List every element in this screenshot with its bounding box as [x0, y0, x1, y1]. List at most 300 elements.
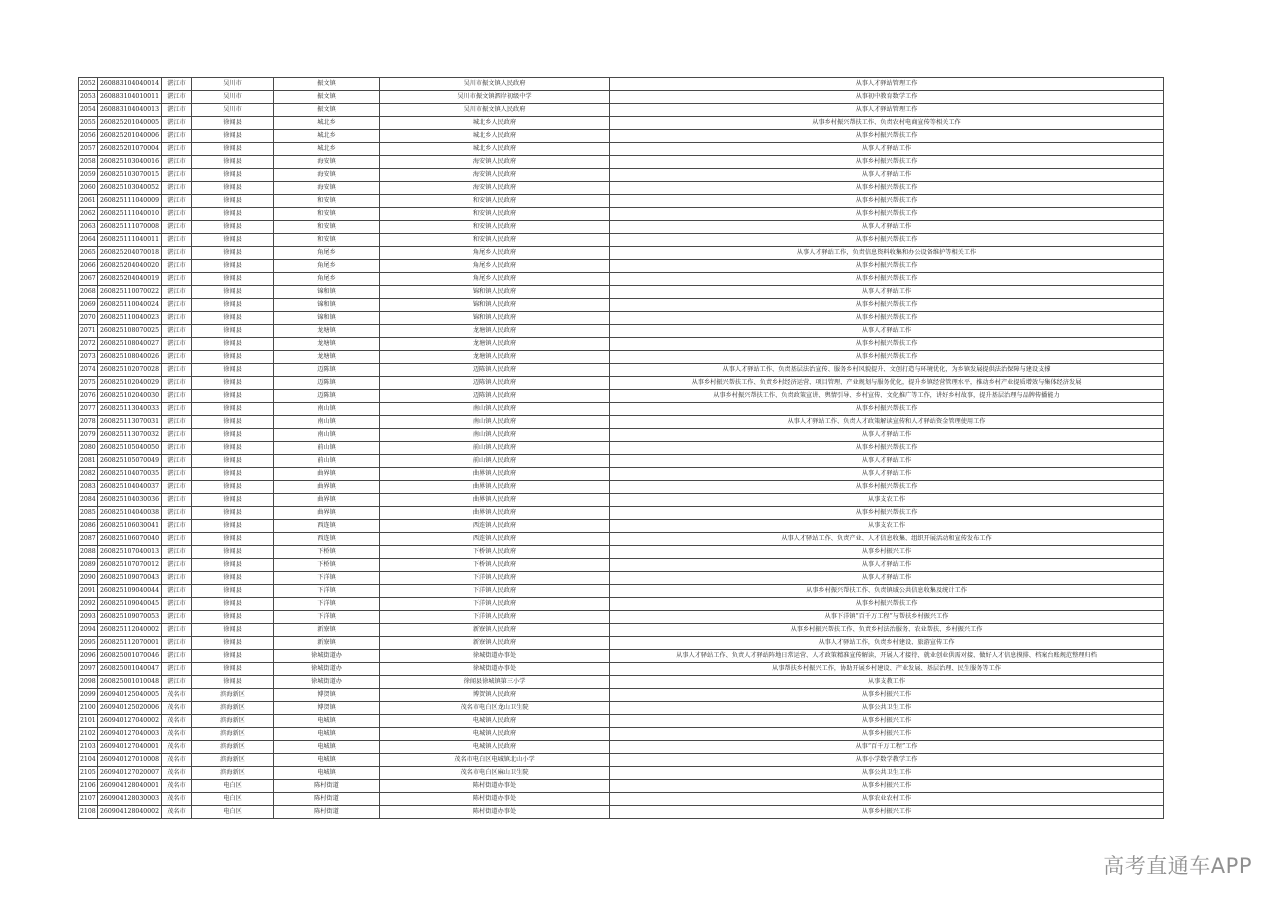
table-row [79, 468, 1164, 481]
position-code-cell: 260825105070049 [98, 455, 162, 468]
county-cell: 徐闻县 [192, 377, 274, 390]
county-cell: 徐闻县 [192, 390, 274, 403]
row-index-cell: 2104 [79, 754, 98, 767]
position-code-cell: 260940127040003 [98, 728, 162, 741]
employer-cell: 吴川市振文镇人民政府 [380, 104, 610, 117]
job-description-cell: 从事乡村振兴帮扶工作、负责乡村经济运营、项目管理、产业规划与服务优化，提升乡镇经营管理水平，推动乡村产业提质增效与集体经济发展 [610, 377, 1164, 390]
table-row [79, 572, 1164, 585]
employer-cell: 城北乡人民政府 [380, 143, 610, 156]
employer-cell: 电城镇人民政府 [380, 728, 610, 741]
employer-cell: 茂名市电白区龙山卫生院 [380, 702, 610, 715]
city-cell: 湛江市 [162, 221, 192, 234]
county-cell: 徐闻县 [192, 221, 274, 234]
table-row [79, 91, 1164, 104]
town-cell: 南山镇 [274, 416, 380, 429]
table-row [79, 728, 1164, 741]
county-cell: 吴川市 [192, 104, 274, 117]
table-row [79, 767, 1164, 780]
employer-cell: 和安镇人民政府 [380, 234, 610, 247]
job-description-cell: 从事“百千万工程”工作 [610, 741, 1164, 754]
town-cell: 下洋镇 [274, 598, 380, 611]
job-description-cell: 从事乡村振兴帮扶工作 [610, 338, 1164, 351]
city-cell: 湛江市 [162, 299, 192, 312]
employer-cell: 陈村街道办事处 [380, 780, 610, 793]
job-description-cell: 从事乡村振兴帮扶工作 [610, 312, 1164, 325]
city-cell: 湛江市 [162, 429, 192, 442]
job-description-cell: 从事支农工作 [610, 520, 1164, 533]
town-cell: 锦和镇 [274, 286, 380, 299]
city-cell: 湛江市 [162, 676, 192, 689]
job-description-cell: 从事人才驿站工作，负责信息资料收集和办公设备维护等相关工作 [610, 247, 1164, 260]
job-description-cell: 从事人才驿站工作 [610, 455, 1164, 468]
position-code-cell: 260825110040024 [98, 299, 162, 312]
city-cell: 湛江市 [162, 624, 192, 637]
table-row [79, 247, 1164, 260]
county-cell: 徐闻县 [192, 325, 274, 338]
job-description-cell: 从事乡村振兴帮扶工作 [610, 598, 1164, 611]
row-index-cell: 2053 [79, 91, 98, 104]
position-code-cell: 260825201070004 [98, 143, 162, 156]
employer-cell: 徐城街道办事处 [380, 650, 610, 663]
town-cell: 锦和镇 [274, 312, 380, 325]
job-description-cell: 从事人才驿站工作 [610, 286, 1164, 299]
employer-cell: 曲界镇人民政府 [380, 481, 610, 494]
county-cell: 滨海新区 [192, 754, 274, 767]
employer-cell: 角尾乡人民政府 [380, 273, 610, 286]
position-code-cell: 260825105040050 [98, 442, 162, 455]
city-cell: 湛江市 [162, 247, 192, 260]
employer-cell: 城北乡人民政府 [380, 130, 610, 143]
city-cell: 湛江市 [162, 169, 192, 182]
job-description-cell: 从事乡村振兴帮扶工作、负责乡村法治服务、农业帮扶、乡村振兴工作 [610, 624, 1164, 637]
employer-cell: 下洋镇人民政府 [380, 585, 610, 598]
county-cell: 徐闻县 [192, 195, 274, 208]
town-cell: 海安镇 [274, 169, 380, 182]
position-code-cell: 260825113070032 [98, 429, 162, 442]
table-row [79, 754, 1164, 767]
city-cell: 湛江市 [162, 611, 192, 624]
city-cell: 湛江市 [162, 338, 192, 351]
table-row [79, 104, 1164, 117]
position-code-cell: 260825104040038 [98, 507, 162, 520]
county-cell: 徐闻县 [192, 403, 274, 416]
town-cell: 角尾乡 [274, 247, 380, 260]
position-code-cell: 260825107040013 [98, 546, 162, 559]
table-row [79, 130, 1164, 143]
employer-cell: 博贺镇人民政府 [380, 689, 610, 702]
city-cell: 茂名市 [162, 741, 192, 754]
position-code-cell: 260825109070053 [98, 611, 162, 624]
table-row [79, 793, 1164, 806]
employer-cell: 迈陈镇人民政府 [380, 364, 610, 377]
employer-cell: 和安镇人民政府 [380, 195, 610, 208]
town-cell: 新寮镇 [274, 637, 380, 650]
table-row [79, 234, 1164, 247]
position-code-cell: 260904128030003 [98, 793, 162, 806]
city-cell: 湛江市 [162, 663, 192, 676]
table-row [79, 741, 1164, 754]
job-description-cell: 从事乡村振兴帮扶工作 [610, 208, 1164, 221]
position-code-cell: 260825111040009 [98, 195, 162, 208]
row-index-cell: 2086 [79, 520, 98, 533]
city-cell: 湛江市 [162, 104, 192, 117]
county-cell: 电白区 [192, 793, 274, 806]
row-index-cell: 2076 [79, 390, 98, 403]
job-description-cell: 从事乡村振兴帮扶工作 [610, 507, 1164, 520]
row-index-cell: 2062 [79, 208, 98, 221]
town-cell: 曲界镇 [274, 481, 380, 494]
row-index-cell: 2057 [79, 143, 98, 156]
row-index-cell: 2089 [79, 559, 98, 572]
county-cell: 电白区 [192, 780, 274, 793]
row-index-cell: 2100 [79, 702, 98, 715]
position-code-cell: 260825109070043 [98, 572, 162, 585]
table-row [79, 299, 1164, 312]
position-code-cell: 260825204040020 [98, 260, 162, 273]
job-description-cell: 从事小学数学教学工作 [610, 754, 1164, 767]
town-cell: 博贺镇 [274, 689, 380, 702]
position-code-cell: 260825113040033 [98, 403, 162, 416]
city-cell: 湛江市 [162, 78, 192, 91]
position-code-cell: 260825102070028 [98, 364, 162, 377]
row-index-cell: 2075 [79, 377, 98, 390]
county-cell: 滨海新区 [192, 702, 274, 715]
row-index-cell: 2060 [79, 182, 98, 195]
row-index-cell: 2108 [79, 806, 98, 819]
city-cell: 湛江市 [162, 208, 192, 221]
table-row [79, 780, 1164, 793]
job-description-cell: 从事人才驿站工作、负责人才政策解读宣传和人才驿站资金管理使用工作 [610, 416, 1164, 429]
row-index-cell: 2105 [79, 767, 98, 780]
table-row [79, 377, 1164, 390]
row-index-cell: 2097 [79, 663, 98, 676]
city-cell: 湛江市 [162, 520, 192, 533]
job-description-cell: 从事乡村振兴工作 [610, 728, 1164, 741]
employer-cell: 吴川市振文镇泗岸初级中学 [380, 91, 610, 104]
town-cell: 徐城街道办 [274, 650, 380, 663]
app-watermark: 高考直通车APP [1103, 854, 1252, 878]
city-cell: 茂名市 [162, 806, 192, 819]
row-index-cell: 2058 [79, 156, 98, 169]
county-cell: 徐闻县 [192, 494, 274, 507]
job-description-cell: 从事乡村振兴帮扶工作 [610, 403, 1164, 416]
town-cell: 迈陈镇 [274, 377, 380, 390]
city-cell: 湛江市 [162, 364, 192, 377]
county-cell: 滨海新区 [192, 689, 274, 702]
job-description-cell: 从事支教工作 [610, 676, 1164, 689]
town-cell: 前山镇 [274, 455, 380, 468]
row-index-cell: 2065 [79, 247, 98, 260]
row-index-cell: 2092 [79, 598, 98, 611]
employer-cell: 海安镇人民政府 [380, 182, 610, 195]
job-description-cell: 从事乡村振兴工作 [610, 715, 1164, 728]
city-cell: 湛江市 [162, 130, 192, 143]
job-description-cell: 从事人才驿站工作，负责乡村建设、旅游宣传工作 [610, 637, 1164, 650]
employer-cell: 徐闻县徐城镇第三小学 [380, 676, 610, 689]
city-cell: 湛江市 [162, 455, 192, 468]
row-index-cell: 2074 [79, 364, 98, 377]
city-cell: 湛江市 [162, 585, 192, 598]
county-cell: 徐闻县 [192, 364, 274, 377]
row-index-cell: 2098 [79, 676, 98, 689]
table-row [79, 715, 1164, 728]
row-index-cell: 2102 [79, 728, 98, 741]
position-code-cell: 260825109040044 [98, 585, 162, 598]
position-code-cell: 260825204070018 [98, 247, 162, 260]
employer-cell: 西连镇人民政府 [380, 533, 610, 546]
job-description-cell: 从事乡村振兴帮扶工作、负责农村电商宣传等相关工作 [610, 117, 1164, 130]
city-cell: 湛江市 [162, 598, 192, 611]
table-row [79, 78, 1164, 91]
city-cell: 茂名市 [162, 780, 192, 793]
town-cell: 陈村街道 [274, 780, 380, 793]
row-index-cell: 2091 [79, 585, 98, 598]
city-cell: 湛江市 [162, 481, 192, 494]
town-cell: 电城镇 [274, 767, 380, 780]
position-code-cell: 260883104040013 [98, 104, 162, 117]
row-index-cell: 2095 [79, 637, 98, 650]
job-description-cell: 从事人才驿站工作、负责基层法治宣传、服务乡村风貌提升、文创打造与环境优化，为乡镇发展提供法治保障与建设支撑 [610, 364, 1164, 377]
job-description-cell: 从事乡村振兴帮扶工作 [610, 195, 1164, 208]
city-cell: 湛江市 [162, 273, 192, 286]
town-cell: 海安镇 [274, 156, 380, 169]
position-code-cell: 260825112040002 [98, 624, 162, 637]
position-code-cell: 260825111070008 [98, 221, 162, 234]
job-description-cell: 从事乡村振兴帮扶工作、负责政策宣讲、舆情引导、乡村宣传、文化推广等工作，讲好乡村故事，提升基层治理与品牌传播能力 [610, 390, 1164, 403]
city-cell: 茂名市 [162, 689, 192, 702]
county-cell: 徐闻县 [192, 351, 274, 364]
position-code-cell: 260825111040011 [98, 234, 162, 247]
job-description-cell: 从事初中教育数学工作 [610, 91, 1164, 104]
table-row [79, 689, 1164, 702]
town-cell: 西连镇 [274, 520, 380, 533]
city-cell: 茂名市 [162, 767, 192, 780]
row-index-cell: 2090 [79, 572, 98, 585]
town-cell: 龙塘镇 [274, 325, 380, 338]
table-row [79, 585, 1164, 598]
town-cell: 下洋镇 [274, 572, 380, 585]
position-code-cell: 260825112070001 [98, 637, 162, 650]
city-cell: 湛江市 [162, 234, 192, 247]
row-index-cell: 2079 [79, 429, 98, 442]
row-index-cell: 2077 [79, 403, 98, 416]
employer-cell: 曲界镇人民政府 [380, 507, 610, 520]
employer-cell: 和安镇人民政府 [380, 208, 610, 221]
town-cell: 振文镇 [274, 78, 380, 91]
city-cell: 湛江市 [162, 507, 192, 520]
town-cell: 曲界镇 [274, 494, 380, 507]
row-index-cell: 2084 [79, 494, 98, 507]
row-index-cell: 2068 [79, 286, 98, 299]
county-cell: 电白区 [192, 806, 274, 819]
job-description-cell: 从事人才驿站工作 [610, 325, 1164, 338]
position-code-cell: 260825104030036 [98, 494, 162, 507]
city-cell: 茂名市 [162, 728, 192, 741]
town-cell: 振文镇 [274, 104, 380, 117]
town-cell: 和安镇 [274, 208, 380, 221]
employer-cell: 前山镇人民政府 [380, 442, 610, 455]
employer-cell: 迈陈镇人民政府 [380, 377, 610, 390]
row-index-cell: 2070 [79, 312, 98, 325]
employer-cell: 龙塘镇人民政府 [380, 338, 610, 351]
town-cell: 下洋镇 [274, 585, 380, 598]
town-cell: 迈陈镇 [274, 364, 380, 377]
county-cell: 徐闻县 [192, 234, 274, 247]
table-row [79, 429, 1164, 442]
row-index-cell: 2059 [79, 169, 98, 182]
position-code-cell: 260825108040026 [98, 351, 162, 364]
job-description-cell: 从事乡村振兴工作 [610, 546, 1164, 559]
town-cell: 前山镇 [274, 442, 380, 455]
position-code-cell: 260825102040030 [98, 390, 162, 403]
table-row [79, 598, 1164, 611]
table-row [79, 442, 1164, 455]
county-cell: 滨海新区 [192, 728, 274, 741]
county-cell: 徐闻县 [192, 143, 274, 156]
county-cell: 徐闻县 [192, 117, 274, 130]
row-index-cell: 2106 [79, 780, 98, 793]
position-code-cell: 260825106070040 [98, 533, 162, 546]
job-description-cell: 从事支农工作 [610, 494, 1164, 507]
row-index-cell: 2101 [79, 715, 98, 728]
row-index-cell: 2071 [79, 325, 98, 338]
table-row [79, 546, 1164, 559]
employer-cell: 和安镇人民政府 [380, 221, 610, 234]
county-cell: 徐闻县 [192, 286, 274, 299]
job-description-cell: 从事乡村振兴帮扶工作 [610, 351, 1164, 364]
town-cell: 西连镇 [274, 533, 380, 546]
row-index-cell: 2088 [79, 546, 98, 559]
position-code-cell: 260825103040052 [98, 182, 162, 195]
county-cell: 徐闻县 [192, 585, 274, 598]
job-description-cell: 从事帮扶乡村振兴工作，协助开展乡村建设、产业发展、基层治理、民生服务等工作 [610, 663, 1164, 676]
table-row [79, 156, 1164, 169]
county-cell: 滨海新区 [192, 767, 274, 780]
city-cell: 茂名市 [162, 715, 192, 728]
city-cell: 茂名市 [162, 702, 192, 715]
position-code-cell: 260904128040001 [98, 780, 162, 793]
town-cell: 南山镇 [274, 429, 380, 442]
table-row [79, 221, 1164, 234]
employer-cell: 下桥镇人民政府 [380, 546, 610, 559]
position-code-cell: 260825113070031 [98, 416, 162, 429]
county-cell: 徐闻县 [192, 338, 274, 351]
town-cell: 城北乡 [274, 143, 380, 156]
town-cell: 南山镇 [274, 403, 380, 416]
position-code-cell: 260825104040037 [98, 481, 162, 494]
town-cell: 和安镇 [274, 195, 380, 208]
table-row [79, 195, 1164, 208]
position-code-cell: 260825110040023 [98, 312, 162, 325]
position-code-cell: 260825103040016 [98, 156, 162, 169]
employer-cell: 陈村街道办事处 [380, 806, 610, 819]
employer-cell: 电城镇人民政府 [380, 715, 610, 728]
row-index-cell: 2087 [79, 533, 98, 546]
county-cell: 徐闻县 [192, 169, 274, 182]
employer-cell: 锦和镇人民政府 [380, 299, 610, 312]
table-row [79, 559, 1164, 572]
row-index-cell: 2064 [79, 234, 98, 247]
position-code-cell: 260825104070035 [98, 468, 162, 481]
city-cell: 茂名市 [162, 754, 192, 767]
town-cell: 曲界镇 [274, 468, 380, 481]
county-cell: 吴川市 [192, 78, 274, 91]
city-cell: 湛江市 [162, 117, 192, 130]
table-row [79, 117, 1164, 130]
employer-cell: 下洋镇人民政府 [380, 598, 610, 611]
row-index-cell: 2055 [79, 117, 98, 130]
city-cell: 湛江市 [162, 195, 192, 208]
row-index-cell: 2099 [79, 689, 98, 702]
table-row [79, 364, 1164, 377]
county-cell: 吴川市 [192, 91, 274, 104]
position-code-cell: 260940125020006 [98, 702, 162, 715]
county-cell: 徐闻县 [192, 468, 274, 481]
position-code-cell: 260825204040019 [98, 273, 162, 286]
employer-cell: 锦和镇人民政府 [380, 312, 610, 325]
job-description-cell: 从事乡村振兴工作 [610, 806, 1164, 819]
position-code-cell: 260825111040010 [98, 208, 162, 221]
town-cell: 徐城街道办 [274, 676, 380, 689]
county-cell: 徐闻县 [192, 559, 274, 572]
row-index-cell: 2078 [79, 416, 98, 429]
town-cell: 下桥镇 [274, 546, 380, 559]
county-cell: 徐闻县 [192, 546, 274, 559]
county-cell: 徐闻县 [192, 312, 274, 325]
county-cell: 徐闻县 [192, 598, 274, 611]
position-code-cell: 260825109040045 [98, 598, 162, 611]
table-row [79, 611, 1164, 624]
city-cell: 湛江市 [162, 377, 192, 390]
position-code-cell: 260904128040002 [98, 806, 162, 819]
county-cell: 徐闻县 [192, 572, 274, 585]
table-row [79, 481, 1164, 494]
table-row [79, 507, 1164, 520]
job-description-cell: 从事乡村振兴帮扶工作、负责镇域公共信息收集及统计工作 [610, 585, 1164, 598]
county-cell: 徐闻县 [192, 442, 274, 455]
employer-cell: 茂名市电白区麻山卫生院 [380, 767, 610, 780]
table-row [79, 624, 1164, 637]
position-code-cell: 260940127040001 [98, 741, 162, 754]
row-index-cell: 2082 [79, 468, 98, 481]
employer-cell: 曲界镇人民政府 [380, 468, 610, 481]
row-index-cell: 2107 [79, 793, 98, 806]
town-cell: 龙塘镇 [274, 351, 380, 364]
county-cell: 徐闻县 [192, 260, 274, 273]
job-description-cell: 从事公共卫生工作 [610, 702, 1164, 715]
town-cell: 下洋镇 [274, 611, 380, 624]
job-description-cell: 从事人才驿站工作 [610, 572, 1164, 585]
employer-cell: 西连镇人民政府 [380, 520, 610, 533]
position-code-cell: 260940125040005 [98, 689, 162, 702]
city-cell: 湛江市 [162, 286, 192, 299]
employer-cell: 海安镇人民政府 [380, 169, 610, 182]
town-cell: 城北乡 [274, 117, 380, 130]
job-description-cell: 从事人才驿站工作 [610, 429, 1164, 442]
town-cell: 城北乡 [274, 130, 380, 143]
county-cell: 徐闻县 [192, 520, 274, 533]
city-cell: 湛江市 [162, 637, 192, 650]
table-row [79, 273, 1164, 286]
city-cell: 湛江市 [162, 494, 192, 507]
job-description-cell: 从事人才驿站工作 [610, 169, 1164, 182]
job-description-cell: 从事乡村振兴帮扶工作 [610, 299, 1164, 312]
job-description-cell: 从事公共卫生工作 [610, 767, 1164, 780]
city-cell: 湛江市 [162, 533, 192, 546]
table-row [79, 338, 1164, 351]
employer-cell: 下洋镇人民政府 [380, 572, 610, 585]
town-cell: 海安镇 [274, 182, 380, 195]
